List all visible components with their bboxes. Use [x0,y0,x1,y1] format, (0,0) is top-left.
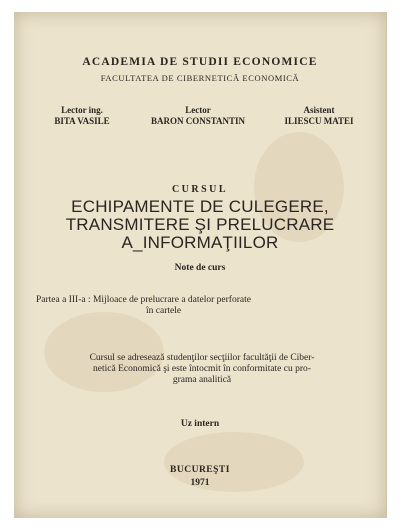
author-name: BITA VASILE [54,116,110,126]
course-title-line-2: TRANSMITERE ŞI PRELUCRARE [65,215,335,234]
faculty-name: FACULTATEA DE CIBERNETICĂ ECONOMICĂ [100,73,300,83]
author-2 [138,105,258,127]
author-1 [34,105,130,127]
course-description [36,353,368,386]
course-subtitle: Note de curs [174,263,226,273]
course-title-line-3: A_INFORMAŢIILOR [121,233,279,252]
description-line-1: Cursul se adresează studenţilor secţiilor facultăţii de Ciber- [89,353,315,363]
description-line-2: netică Economică şi este întocmit în conformitate cu pro- [93,364,311,374]
publication-year: 1971 [190,478,210,488]
author-name: ILIESCU MATEI [284,116,354,126]
usage-note: Uz intern [180,419,220,429]
part-description [36,295,366,317]
document-page [14,12,387,518]
institution-name: ACADEMIA DE STUDII ECONOMICE [82,56,318,68]
course-title-line-1: ECHIPAMENTE DE CULEGERE, [71,197,329,216]
author-3 [264,105,374,127]
part-line-1: Partea a III-a : Mijloace de prelucrare a datelor perforate [36,295,251,305]
author-role: Lector ing. [61,105,103,115]
author-name: BARON CONSTANTIN [150,116,246,126]
part-line-2: în cartele [146,306,182,316]
author-role: Lector [185,105,211,115]
author-role: Asistent [303,105,335,115]
course-label: CURSUL [171,184,229,195]
description-line-3: grama analitică [172,375,232,385]
publication-city: BUCUREŞTI [170,465,230,475]
